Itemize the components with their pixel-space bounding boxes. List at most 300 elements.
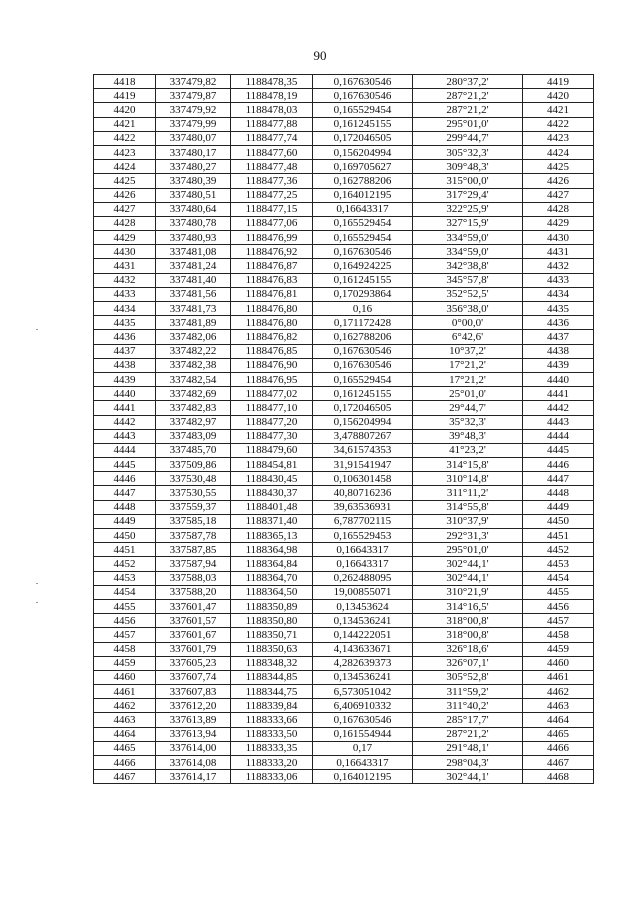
table-row <box>94 557 594 571</box>
bearing-cell: 0°00,0' <box>413 316 523 330</box>
point-number-cell: 4465 <box>94 741 156 755</box>
distance-cell: 0,167630546 <box>313 75 413 89</box>
bearing-cell: 305°32,3' <box>413 145 523 159</box>
bearing-cell: 287°21,2' <box>413 727 523 741</box>
bearing-cell: 326°18,6' <box>413 642 523 656</box>
y-coordinate-cell: 1188365,13 <box>231 529 313 543</box>
next-point-cell: 4460 <box>523 656 594 670</box>
point-number-cell: 4466 <box>94 756 156 770</box>
x-coordinate-cell: 337482,97 <box>156 415 231 429</box>
point-number-cell: 4451 <box>94 543 156 557</box>
x-coordinate-cell: 337601,47 <box>156 599 231 613</box>
x-coordinate-cell: 337481,08 <box>156 245 231 259</box>
y-coordinate-cell: 1188350,63 <box>231 642 313 656</box>
bearing-cell: 342°38,8' <box>413 259 523 273</box>
distance-cell: 0,172046505 <box>313 401 413 415</box>
point-number-cell: 4446 <box>94 472 156 486</box>
distance-cell: 0,169705627 <box>313 160 413 174</box>
bearing-cell: 39°48,3' <box>413 429 523 443</box>
table-row <box>94 670 594 684</box>
next-point-cell: 4456 <box>523 599 594 613</box>
point-number-cell: 4443 <box>94 429 156 443</box>
next-point-cell: 4463 <box>523 699 594 713</box>
bearing-cell: 302°44,1' <box>413 557 523 571</box>
point-number-cell: 4445 <box>94 458 156 472</box>
point-number-cell: 4434 <box>94 302 156 316</box>
x-coordinate-cell: 337588,20 <box>156 585 231 599</box>
next-point-cell: 4439 <box>523 358 594 372</box>
table-row <box>94 571 594 585</box>
point-number-cell: 4435 <box>94 316 156 330</box>
x-coordinate-cell: 337485,70 <box>156 443 231 457</box>
point-number-cell: 4464 <box>94 727 156 741</box>
table-row <box>94 685 594 699</box>
next-point-cell: 4440 <box>523 372 594 386</box>
bearing-cell: 314°55,8' <box>413 500 523 514</box>
distance-cell: 0,16643317 <box>313 543 413 557</box>
bearing-cell: 10°37,2' <box>413 344 523 358</box>
bearing-cell: 318°00,8' <box>413 628 523 642</box>
bearing-cell: 287°21,2' <box>413 103 523 117</box>
bearing-cell: 315°00,0' <box>413 174 523 188</box>
y-coordinate-cell: 1188348,32 <box>231 656 313 670</box>
distance-cell: 0,164012195 <box>313 188 413 202</box>
y-coordinate-cell: 1188478,35 <box>231 75 313 89</box>
x-coordinate-cell: 337480,51 <box>156 188 231 202</box>
x-coordinate-cell: 337482,69 <box>156 387 231 401</box>
next-point-cell: 4435 <box>523 302 594 316</box>
bearing-cell: 287°21,2' <box>413 89 523 103</box>
next-point-cell: 4434 <box>523 287 594 301</box>
y-coordinate-cell: 1188333,66 <box>231 713 313 727</box>
distance-cell: 19,00855071 <box>313 585 413 599</box>
next-point-cell: 4445 <box>523 443 594 457</box>
distance-cell: 0,164012195 <box>313 770 413 784</box>
point-number-cell: 4436 <box>94 330 156 344</box>
point-number-cell: 4463 <box>94 713 156 727</box>
distance-cell: 0,165529454 <box>313 216 413 230</box>
table-row <box>94 188 594 202</box>
y-coordinate-cell: 1188454,81 <box>231 458 313 472</box>
point-number-cell: 4462 <box>94 699 156 713</box>
table-row <box>94 529 594 543</box>
y-coordinate-cell: 1188430,37 <box>231 486 313 500</box>
next-point-cell: 4444 <box>523 429 594 443</box>
x-coordinate-cell: 337614,00 <box>156 741 231 755</box>
distance-cell: 0,16643317 <box>313 557 413 571</box>
bearing-cell: 311°11,2' <box>413 486 523 500</box>
y-coordinate-cell: 1188364,98 <box>231 543 313 557</box>
y-coordinate-cell: 1188476,85 <box>231 344 313 358</box>
x-coordinate-cell: 337601,67 <box>156 628 231 642</box>
point-number-cell: 4444 <box>94 443 156 457</box>
next-point-cell: 4452 <box>523 543 594 557</box>
table-row <box>94 401 594 415</box>
x-coordinate-cell: 337614,17 <box>156 770 231 784</box>
y-coordinate-cell: 1188477,25 <box>231 188 313 202</box>
table-row <box>94 344 594 358</box>
y-coordinate-cell: 1188333,35 <box>231 741 313 755</box>
margin-mark <box>36 329 38 330</box>
bearing-cell: 334°59,0' <box>413 231 523 245</box>
table-row <box>94 741 594 755</box>
table-row <box>94 89 594 103</box>
distance-cell: 39,63536931 <box>313 500 413 514</box>
next-point-cell: 4447 <box>523 472 594 486</box>
point-number-cell: 4439 <box>94 372 156 386</box>
point-number-cell: 4454 <box>94 585 156 599</box>
y-coordinate-cell: 1188477,10 <box>231 401 313 415</box>
bearing-cell: 352°52,5' <box>413 287 523 301</box>
y-coordinate-cell: 1188350,89 <box>231 599 313 613</box>
next-point-cell: 4458 <box>523 628 594 642</box>
x-coordinate-cell: 337479,92 <box>156 103 231 117</box>
next-point-cell: 4421 <box>523 103 594 117</box>
bearing-cell: 318°00,8' <box>413 614 523 628</box>
point-number-cell: 4450 <box>94 529 156 543</box>
x-coordinate-cell: 337587,78 <box>156 529 231 543</box>
table-row <box>94 330 594 344</box>
next-point-cell: 4428 <box>523 202 594 216</box>
bearing-cell: 35°32,3' <box>413 415 523 429</box>
distance-cell: 0,262488095 <box>313 571 413 585</box>
x-coordinate-cell: 337480,39 <box>156 174 231 188</box>
x-coordinate-cell: 337588,03 <box>156 571 231 585</box>
x-coordinate-cell: 337587,94 <box>156 557 231 571</box>
bearing-cell: 17°21,2' <box>413 358 523 372</box>
x-coordinate-cell: 337480,64 <box>156 202 231 216</box>
y-coordinate-cell: 1188478,19 <box>231 89 313 103</box>
x-coordinate-cell: 337483,09 <box>156 429 231 443</box>
table-row <box>94 273 594 287</box>
point-number-cell: 4430 <box>94 245 156 259</box>
y-coordinate-cell: 1188344,75 <box>231 685 313 699</box>
point-number-cell: 4421 <box>94 117 156 131</box>
distance-cell: 0,16643317 <box>313 756 413 770</box>
distance-cell: 3,478807267 <box>313 429 413 443</box>
point-number-cell: 4418 <box>94 75 156 89</box>
bearing-cell: 326°07,1' <box>413 656 523 670</box>
point-number-cell: 4458 <box>94 642 156 656</box>
bearing-cell: 280°37,2' <box>413 75 523 89</box>
table-row <box>94 713 594 727</box>
y-coordinate-cell: 1188476,95 <box>231 372 313 386</box>
point-number-cell: 4442 <box>94 415 156 429</box>
y-coordinate-cell: 1188477,02 <box>231 387 313 401</box>
x-coordinate-cell: 337530,55 <box>156 486 231 500</box>
table-row <box>94 145 594 159</box>
point-number-cell: 4426 <box>94 188 156 202</box>
distance-cell: 0,13453624 <box>313 599 413 613</box>
next-point-cell: 4449 <box>523 500 594 514</box>
y-coordinate-cell: 1188476,87 <box>231 259 313 273</box>
distance-cell: 0,144222051 <box>313 628 413 642</box>
x-coordinate-cell: 337482,54 <box>156 372 231 386</box>
x-coordinate-cell: 337480,93 <box>156 231 231 245</box>
distance-cell: 0,170293864 <box>313 287 413 301</box>
table-row <box>94 756 594 770</box>
x-coordinate-cell: 337601,57 <box>156 614 231 628</box>
y-coordinate-cell: 1188401,48 <box>231 500 313 514</box>
table-row <box>94 486 594 500</box>
next-point-cell: 4422 <box>523 117 594 131</box>
point-number-cell: 4422 <box>94 131 156 145</box>
table-row <box>94 585 594 599</box>
distance-cell: 0,165529453 <box>313 529 413 543</box>
distance-cell: 0,162788206 <box>313 330 413 344</box>
bearing-cell: 305°52,8' <box>413 670 523 684</box>
point-number-cell: 4449 <box>94 514 156 528</box>
distance-cell: 0,106301458 <box>313 472 413 486</box>
table-row <box>94 287 594 301</box>
distance-cell: 0,167630546 <box>313 713 413 727</box>
x-coordinate-cell: 337482,22 <box>156 344 231 358</box>
distance-cell: 0,172046505 <box>313 131 413 145</box>
distance-cell: 0,167630546 <box>313 245 413 259</box>
table-row <box>94 103 594 117</box>
distance-cell: 0,156204994 <box>313 145 413 159</box>
distance-cell: 0,165529454 <box>313 372 413 386</box>
bearing-cell: 317°29,4' <box>413 188 523 202</box>
distance-cell: 31,91541947 <box>313 458 413 472</box>
table-row <box>94 727 594 741</box>
y-coordinate-cell: 1188350,80 <box>231 614 313 628</box>
y-coordinate-cell: 1188479,60 <box>231 443 313 457</box>
next-point-cell: 4425 <box>523 160 594 174</box>
next-point-cell: 4426 <box>523 174 594 188</box>
distance-cell: 0,16 <box>313 302 413 316</box>
point-number-cell: 4455 <box>94 599 156 613</box>
table-row <box>94 699 594 713</box>
distance-cell: 0,171172428 <box>313 316 413 330</box>
next-point-cell: 4438 <box>523 344 594 358</box>
distance-cell: 0,161245155 <box>313 387 413 401</box>
next-point-cell: 4441 <box>523 387 594 401</box>
bearing-cell: 295°01,0' <box>413 543 523 557</box>
x-coordinate-cell: 337509,86 <box>156 458 231 472</box>
point-number-cell: 4419 <box>94 89 156 103</box>
point-number-cell: 4456 <box>94 614 156 628</box>
x-coordinate-cell: 337585,18 <box>156 514 231 528</box>
next-point-cell: 4427 <box>523 188 594 202</box>
distance-cell: 6,787702115 <box>313 514 413 528</box>
y-coordinate-cell: 1188477,88 <box>231 117 313 131</box>
bearing-cell: 310°14,8' <box>413 472 523 486</box>
table-row <box>94 358 594 372</box>
y-coordinate-cell: 1188333,50 <box>231 727 313 741</box>
table-row <box>94 770 594 784</box>
bearing-cell: 291°48,1' <box>413 741 523 755</box>
next-point-cell: 4459 <box>523 642 594 656</box>
next-point-cell: 4448 <box>523 486 594 500</box>
next-point-cell: 4436 <box>523 316 594 330</box>
distance-cell: 0,165529454 <box>313 103 413 117</box>
point-number-cell: 4437 <box>94 344 156 358</box>
y-coordinate-cell: 1188477,06 <box>231 216 313 230</box>
y-coordinate-cell: 1188364,50 <box>231 585 313 599</box>
next-point-cell: 4450 <box>523 514 594 528</box>
distance-cell: 4,282639373 <box>313 656 413 670</box>
distance-cell: 0,161245155 <box>313 273 413 287</box>
bearing-cell: 292°31,3' <box>413 529 523 543</box>
x-coordinate-cell: 337613,94 <box>156 727 231 741</box>
y-coordinate-cell: 1188477,15 <box>231 202 313 216</box>
point-number-cell: 4467 <box>94 770 156 784</box>
x-coordinate-cell: 337530,48 <box>156 472 231 486</box>
x-coordinate-cell: 337613,89 <box>156 713 231 727</box>
x-coordinate-cell: 337587,85 <box>156 543 231 557</box>
y-coordinate-cell: 1188364,70 <box>231 571 313 585</box>
next-point-cell: 4462 <box>523 685 594 699</box>
bearing-cell: 334°59,0' <box>413 245 523 259</box>
x-coordinate-cell: 337480,27 <box>156 160 231 174</box>
y-coordinate-cell: 1188350,71 <box>231 628 313 642</box>
distance-cell: 0,164924225 <box>313 259 413 273</box>
x-coordinate-cell: 337482,38 <box>156 358 231 372</box>
table-row <box>94 429 594 443</box>
table-row <box>94 160 594 174</box>
next-point-cell: 4455 <box>523 585 594 599</box>
distance-cell: 40,80716236 <box>313 486 413 500</box>
next-point-cell: 4429 <box>523 216 594 230</box>
point-number-cell: 4429 <box>94 231 156 245</box>
point-number-cell: 4440 <box>94 387 156 401</box>
distance-cell: 0,165529454 <box>313 231 413 245</box>
bearing-cell: 310°37,9' <box>413 514 523 528</box>
margin-mark <box>36 583 38 584</box>
next-point-cell: 4446 <box>523 458 594 472</box>
bearing-cell: 311°59,2' <box>413 685 523 699</box>
bearing-cell: 356°38,0' <box>413 302 523 316</box>
bearing-cell: 295°01,0' <box>413 117 523 131</box>
table-row <box>94 245 594 259</box>
table-row <box>94 443 594 457</box>
y-coordinate-cell: 1188476,81 <box>231 287 313 301</box>
point-number-cell: 4457 <box>94 628 156 642</box>
point-number-cell: 4452 <box>94 557 156 571</box>
distance-cell: 0,162788206 <box>313 174 413 188</box>
margin-mark <box>36 602 38 603</box>
table-row <box>94 202 594 216</box>
next-point-cell: 4433 <box>523 273 594 287</box>
distance-cell: 0,167630546 <box>313 344 413 358</box>
table-row <box>94 514 594 528</box>
next-point-cell: 4464 <box>523 713 594 727</box>
table-row <box>94 174 594 188</box>
x-coordinate-cell: 337612,20 <box>156 699 231 713</box>
point-number-cell: 4425 <box>94 174 156 188</box>
distance-cell: 0,161245155 <box>313 117 413 131</box>
bearing-cell: 298°04,3' <box>413 756 523 770</box>
next-point-cell: 4454 <box>523 571 594 585</box>
x-coordinate-cell: 337607,74 <box>156 670 231 684</box>
table-row <box>94 75 594 89</box>
point-number-cell: 4447 <box>94 486 156 500</box>
point-number-cell: 4438 <box>94 358 156 372</box>
table-row <box>94 259 594 273</box>
bearing-cell: 25°01,0' <box>413 387 523 401</box>
y-coordinate-cell: 1188478,03 <box>231 103 313 117</box>
distance-cell: 4,143633671 <box>313 642 413 656</box>
distance-cell: 0,167630546 <box>313 358 413 372</box>
point-number-cell: 4453 <box>94 571 156 585</box>
bearing-cell: 302°44,1' <box>413 571 523 585</box>
table-row <box>94 387 594 401</box>
next-point-cell: 4442 <box>523 401 594 415</box>
next-point-cell: 4430 <box>523 231 594 245</box>
next-point-cell: 4420 <box>523 89 594 103</box>
bearing-cell: 311°40,2' <box>413 699 523 713</box>
table-row <box>94 131 594 145</box>
table-row <box>94 642 594 656</box>
next-point-cell: 4457 <box>523 614 594 628</box>
distance-cell: 0,16643317 <box>313 202 413 216</box>
bearing-cell: 29°44,7' <box>413 401 523 415</box>
point-number-cell: 4461 <box>94 685 156 699</box>
table-row <box>94 656 594 670</box>
table-body <box>94 75 594 784</box>
next-point-cell: 4453 <box>523 557 594 571</box>
bearing-cell: 302°44,1' <box>413 770 523 784</box>
bearing-cell: 345°57,8' <box>413 273 523 287</box>
table-row <box>94 302 594 316</box>
y-coordinate-cell: 1188333,20 <box>231 756 313 770</box>
bearing-cell: 314°16,5' <box>413 599 523 613</box>
distance-cell: 0,167630546 <box>313 89 413 103</box>
x-coordinate-cell: 337601,79 <box>156 642 231 656</box>
x-coordinate-cell: 337479,87 <box>156 89 231 103</box>
distance-cell: 6,406910332 <box>313 699 413 713</box>
table-row <box>94 614 594 628</box>
x-coordinate-cell: 337559,37 <box>156 500 231 514</box>
bearing-cell: 6°42,6' <box>413 330 523 344</box>
y-coordinate-cell: 1188430,45 <box>231 472 313 486</box>
point-number-cell: 4428 <box>94 216 156 230</box>
point-number-cell: 4423 <box>94 145 156 159</box>
next-point-cell: 4461 <box>523 670 594 684</box>
bearing-cell: 314°15,8' <box>413 458 523 472</box>
point-number-cell: 4460 <box>94 670 156 684</box>
y-coordinate-cell: 1188476,83 <box>231 273 313 287</box>
point-number-cell: 4431 <box>94 259 156 273</box>
table-row <box>94 415 594 429</box>
y-coordinate-cell: 1188344,85 <box>231 670 313 684</box>
page-number: 90 <box>313 48 327 63</box>
y-coordinate-cell: 1188476,80 <box>231 302 313 316</box>
distance-cell: 0,156204994 <box>313 415 413 429</box>
table-row <box>94 316 594 330</box>
x-coordinate-cell: 337479,82 <box>156 75 231 89</box>
next-point-cell: 4423 <box>523 131 594 145</box>
distance-cell: 0,134536241 <box>313 614 413 628</box>
y-coordinate-cell: 1188476,80 <box>231 316 313 330</box>
point-number-cell: 4424 <box>94 160 156 174</box>
point-number-cell: 4459 <box>94 656 156 670</box>
point-number-cell: 4448 <box>94 500 156 514</box>
next-point-cell: 4451 <box>523 529 594 543</box>
next-point-cell: 4431 <box>523 245 594 259</box>
bearing-cell: 41°23,2' <box>413 443 523 457</box>
table-row <box>94 117 594 131</box>
table-row <box>94 543 594 557</box>
bearing-cell: 285°17,7' <box>413 713 523 727</box>
y-coordinate-cell: 1188477,30 <box>231 429 313 443</box>
point-number-cell: 4441 <box>94 401 156 415</box>
table-row <box>94 472 594 486</box>
next-point-cell: 4467 <box>523 756 594 770</box>
next-point-cell: 4424 <box>523 145 594 159</box>
y-coordinate-cell: 1188333,06 <box>231 770 313 784</box>
